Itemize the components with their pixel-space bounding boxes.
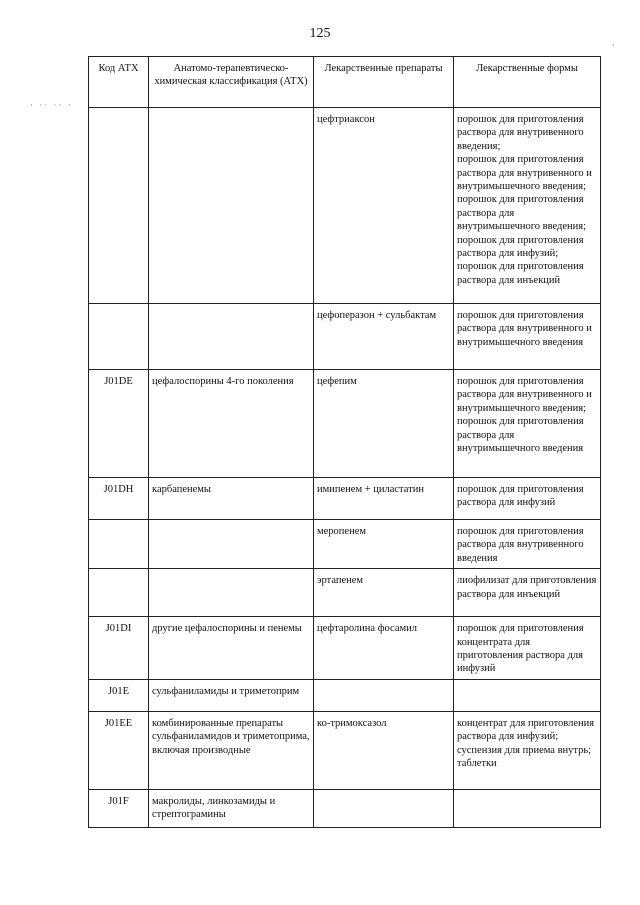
table-row (89, 108, 601, 304)
drug-cell (314, 679, 454, 711)
scan-speck: · (612, 40, 617, 50)
drug-cell: ко-тримоксазол (314, 711, 454, 789)
dosage-form-item: порошок для приготовления раствора для внутривенного и внутримышечного введения; (457, 376, 592, 414)
table-row (89, 478, 601, 520)
drug-cell: меропенем (314, 520, 454, 569)
dosage-form-item: порошок для приготовления раствора для внутривенного и внутримышечного введения; (457, 154, 592, 193)
atx-code-cell: J01DH (89, 478, 149, 520)
header-code: Код АТХ (89, 57, 149, 108)
table-row (89, 370, 601, 478)
header-drugs: Лекарственные препараты (314, 57, 454, 108)
dosage-form-item: лиофилизат для приготовления раствора для инъекций (457, 575, 597, 600)
table-header-row (89, 57, 601, 108)
atx-code-cell: J01EE (89, 711, 149, 789)
dosage-forms-cell (454, 304, 601, 370)
dosage-forms-cell (454, 569, 601, 617)
table-row (89, 617, 601, 680)
dosage-form-item: порошок для приготовления раствора для внутримышечного введения (457, 416, 584, 455)
classification-cell: карбапенемы (149, 478, 314, 520)
atx-code-cell: J01DI (89, 617, 149, 680)
dosage-form-item: порошок для приготовления раствора для инфузий (457, 484, 584, 509)
header-forms: Лекарственные формы (454, 57, 601, 108)
classification-cell (149, 569, 314, 617)
atx-code-cell (89, 520, 149, 569)
drug-cell (314, 789, 454, 827)
drug-cell: цефтриаксон (314, 108, 454, 304)
classification-cell (149, 304, 314, 370)
table-row (89, 711, 601, 789)
drug-cell: эртапенем (314, 569, 454, 617)
atx-code-cell: J01F (89, 789, 149, 827)
dosage-form-item: таблетки (457, 758, 497, 770)
dosage-form-item: порошок для приготовления раствора для инфузий; (457, 234, 584, 260)
dosage-form-item: концентрат для приготовления раствора для инфузий; (457, 717, 595, 743)
table-row (89, 679, 601, 711)
dosage-form-item: порошок для приготовления раствора для внутривенного введения; (457, 114, 584, 152)
scan-speck: · ·· ·· · (30, 100, 73, 110)
atx-code-cell (89, 108, 149, 304)
dosage-forms-cell (454, 520, 601, 569)
atx-code-cell: J01E (89, 679, 149, 711)
atx-code-cell (89, 569, 149, 617)
drug-cell: цефтаролина фосамил (314, 617, 454, 680)
drug-cell: цефоперазон + сульбактам (314, 304, 454, 370)
classification-cell: цефалоспорины 4-го поколения (149, 370, 314, 478)
atx-code-cell (89, 304, 149, 370)
classification-cell (149, 520, 314, 569)
atx-code-cell: J01DE (89, 370, 149, 478)
table-body (89, 108, 601, 828)
table-row (89, 569, 601, 617)
page-number: 125 (309, 26, 331, 41)
dosage-forms-cell (454, 679, 601, 711)
classification-cell: макролиды, линкозамиды и стрептограмины (149, 789, 314, 827)
classification-cell (149, 108, 314, 304)
dosage-form-item: порошок для приготовления раствора для внутримышечного введения; (457, 194, 587, 233)
dosage-forms-cell (454, 370, 601, 478)
dosage-forms-cell (454, 789, 601, 827)
classification-cell: другие цефалоспорины и пенемы (149, 617, 314, 680)
header-classification: Анатомо-терапевтическо-химическая классификация (АТХ) (149, 57, 314, 108)
dosage-form-item: порошок для приготовления концентрата для приготовления раствора для инфузий (457, 623, 584, 675)
dosage-forms-cell (454, 617, 601, 680)
dosage-form-item: порошок для приготовления раствора для внутривенного и внутримышечного введения (457, 310, 592, 348)
drug-cell: имипенем + циластатин (314, 478, 454, 520)
table-row (89, 520, 601, 569)
dosage-forms-cell (454, 478, 601, 520)
table-row (89, 789, 601, 827)
table-row (89, 304, 601, 370)
dosage-form-item: порошок для приготовления раствора для инъекций (457, 261, 584, 286)
drug-cell: цефепим (314, 370, 454, 478)
dosage-form-item: суспензия для приема внутрь; (457, 744, 592, 756)
dosage-form-item: порошок для приготовления раствора для внутривенного введения (457, 526, 584, 564)
atx-table (88, 56, 601, 828)
classification-cell: сульфаниламиды и триметоприм (149, 679, 314, 711)
dosage-forms-cell (454, 711, 601, 789)
dosage-forms-cell (454, 108, 601, 304)
classification-cell: комбинированные препараты сульфаниламидов и триметоприма, включая производные (149, 711, 314, 789)
